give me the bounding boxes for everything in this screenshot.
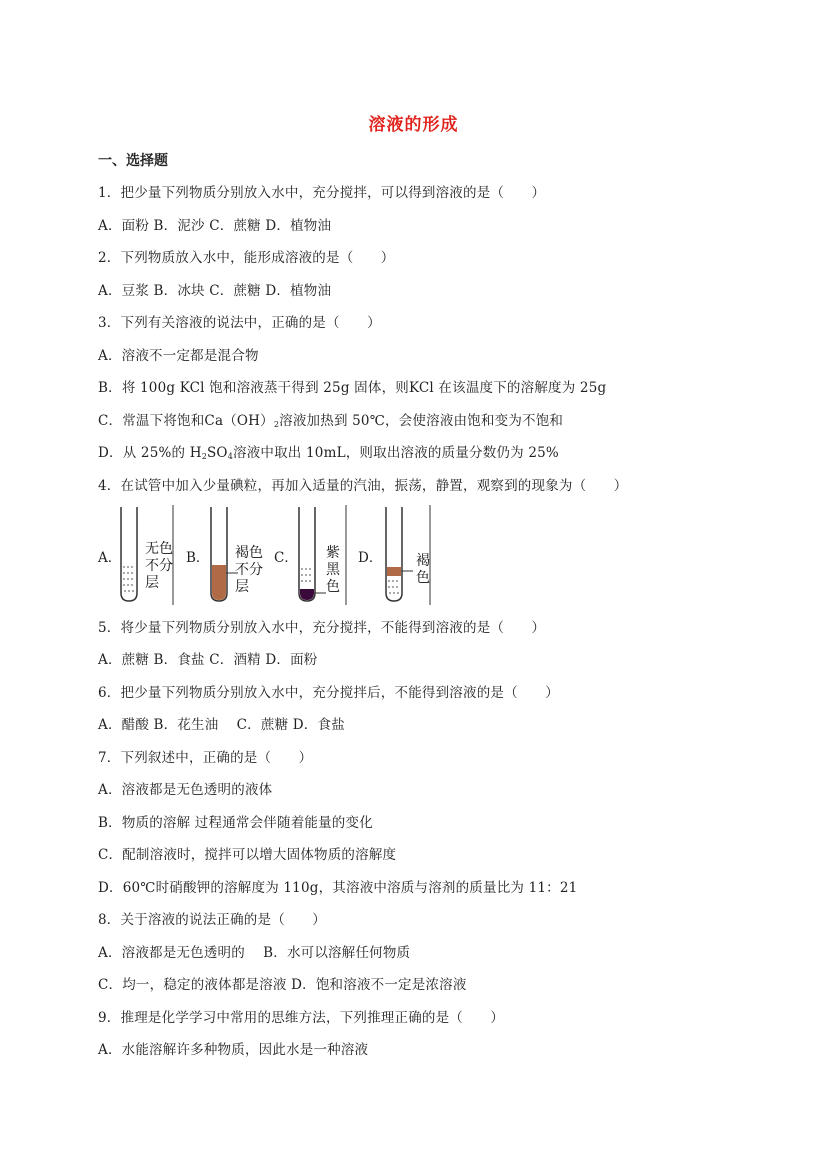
- subscript-4: 4: [227, 452, 233, 461]
- question-6-options: A．醋酸 B．花生油 C．蔗糖 D．食盐: [98, 717, 345, 733]
- tube-c-caption: [326, 545, 340, 596]
- option-d-label: D．: [358, 550, 383, 566]
- tube-c-caption-line: 黑: [326, 562, 340, 578]
- tube-a-caption-line: 不分: [145, 558, 173, 574]
- question-7-option-d: D．60℃时硝酸钾的溶解度为 110g，其溶液中溶质与溶剂的质量比为 11：21: [98, 880, 578, 896]
- question-8: 8．关于溶液的说法正确的是（ ）: [98, 912, 326, 928]
- tube-c-caption-line: 紫: [326, 545, 340, 561]
- option-d-start: D．从 25%的 H: [98, 445, 202, 461]
- question-7-option-c: C．配制溶液时，搅拌可以增大固体物质的溶解度: [98, 847, 397, 863]
- question-2-options: A．豆浆 B．冰块 C．蔗糖 D．植物油: [98, 283, 332, 299]
- formula-so: SO: [206, 445, 228, 461]
- question-1: 1．把少量下列物质分别放入水中，充分搅拌，可以得到溶液的是（ ）: [98, 185, 546, 201]
- question-8-options-cd: C．均一，稳定的液体都是溶液 D．饱和溶液不一定是浓溶液: [98, 977, 467, 993]
- tube-b-caption-line: 不分: [235, 562, 263, 578]
- test-tube-options: [98, 505, 458, 605]
- tube-a-caption-line: 层: [145, 575, 159, 591]
- option-d-rest: 溶液中取出 10mL，则取出溶液的质量分数仍为 25%: [233, 445, 559, 461]
- tube-c-caption-line: 色: [326, 579, 340, 595]
- tube-b-caption-line: 褐色: [235, 545, 263, 561]
- question-3: 3．下列有关溶液的说法中，正确的是（ ）: [98, 315, 381, 331]
- subscript-2: 2: [273, 420, 280, 429]
- question-8-options-ab: A．溶液都是无色透明的 B．水可以溶解任何物质: [98, 945, 411, 961]
- question-4: 4．在试管中加入少量碘粒，再加入适量的汽油，振荡，静置，观察到的现象为（ ）: [98, 478, 628, 494]
- tube-b-caption: [235, 545, 263, 596]
- option-a-label: A．: [98, 550, 122, 566]
- question-1-options: A．面粉 B．泥沙 C．蔗糖 D．植物油: [98, 218, 332, 234]
- option-b-label: B．: [186, 550, 210, 566]
- question-3-option-a: A．溶液不一定都是混合物: [98, 348, 259, 364]
- option-c-label: C．: [274, 550, 298, 566]
- subscript-2: 2: [201, 452, 207, 461]
- test-tube-d-icon: [383, 505, 443, 605]
- question-9-option-a: A．水能溶解许多种物质，因此水是一种溶液: [98, 1042, 369, 1058]
- question-7: 7．下列叙述中，正确的是（ ）: [98, 750, 313, 766]
- tube-b-caption-line: 层: [235, 579, 249, 595]
- question-7-option-b: B．物质的溶解 过程通常会伴随着能量的变化: [98, 815, 373, 831]
- question-5: 5．将少量下列物质分别放入水中，充分搅拌，不能得到溶液的是（ ）: [98, 620, 546, 636]
- question-7-option-a: A．溶液都是无色透明的液体: [98, 782, 273, 798]
- option-c-start: C．常温下将饱和Ca（OH）: [98, 413, 274, 429]
- question-3-option-b: B．将 100g KCl 饱和溶液蒸干得到 25g 固体，则KCl 在该温度下的溶解度为 25g: [98, 380, 607, 396]
- question-3-option-c: [98, 409, 563, 429]
- option-c-rest: 溶液加热到 50℃，会使溶液由饱和变为不饱和: [279, 413, 564, 429]
- question-5-options: A．蔗糖 B．食盐 C．酒精 D．面粉: [98, 652, 318, 668]
- question-2: 2．下列物质放入水中，能形成溶液的是（ ）: [98, 250, 395, 266]
- document-title: 溶液的形成: [368, 115, 459, 135]
- question-6: 6．把少量下列物质分别放入水中，充分搅拌后，不能得到溶液的是（ ）: [98, 685, 559, 701]
- question-9: 9．推理是化学学习中常用的思维方法，下列推理正确的是（ ）: [98, 1010, 505, 1026]
- section-heading: 一、选择题: [98, 153, 168, 169]
- tube-d-caption-line: 褐: [416, 553, 430, 569]
- tube-a-caption-line: 无色: [145, 541, 173, 557]
- tube-d-caption: [416, 553, 430, 587]
- tube-d-caption-line: 色: [416, 570, 430, 586]
- question-3-option-d: [98, 441, 559, 461]
- tube-a-caption: [145, 541, 173, 592]
